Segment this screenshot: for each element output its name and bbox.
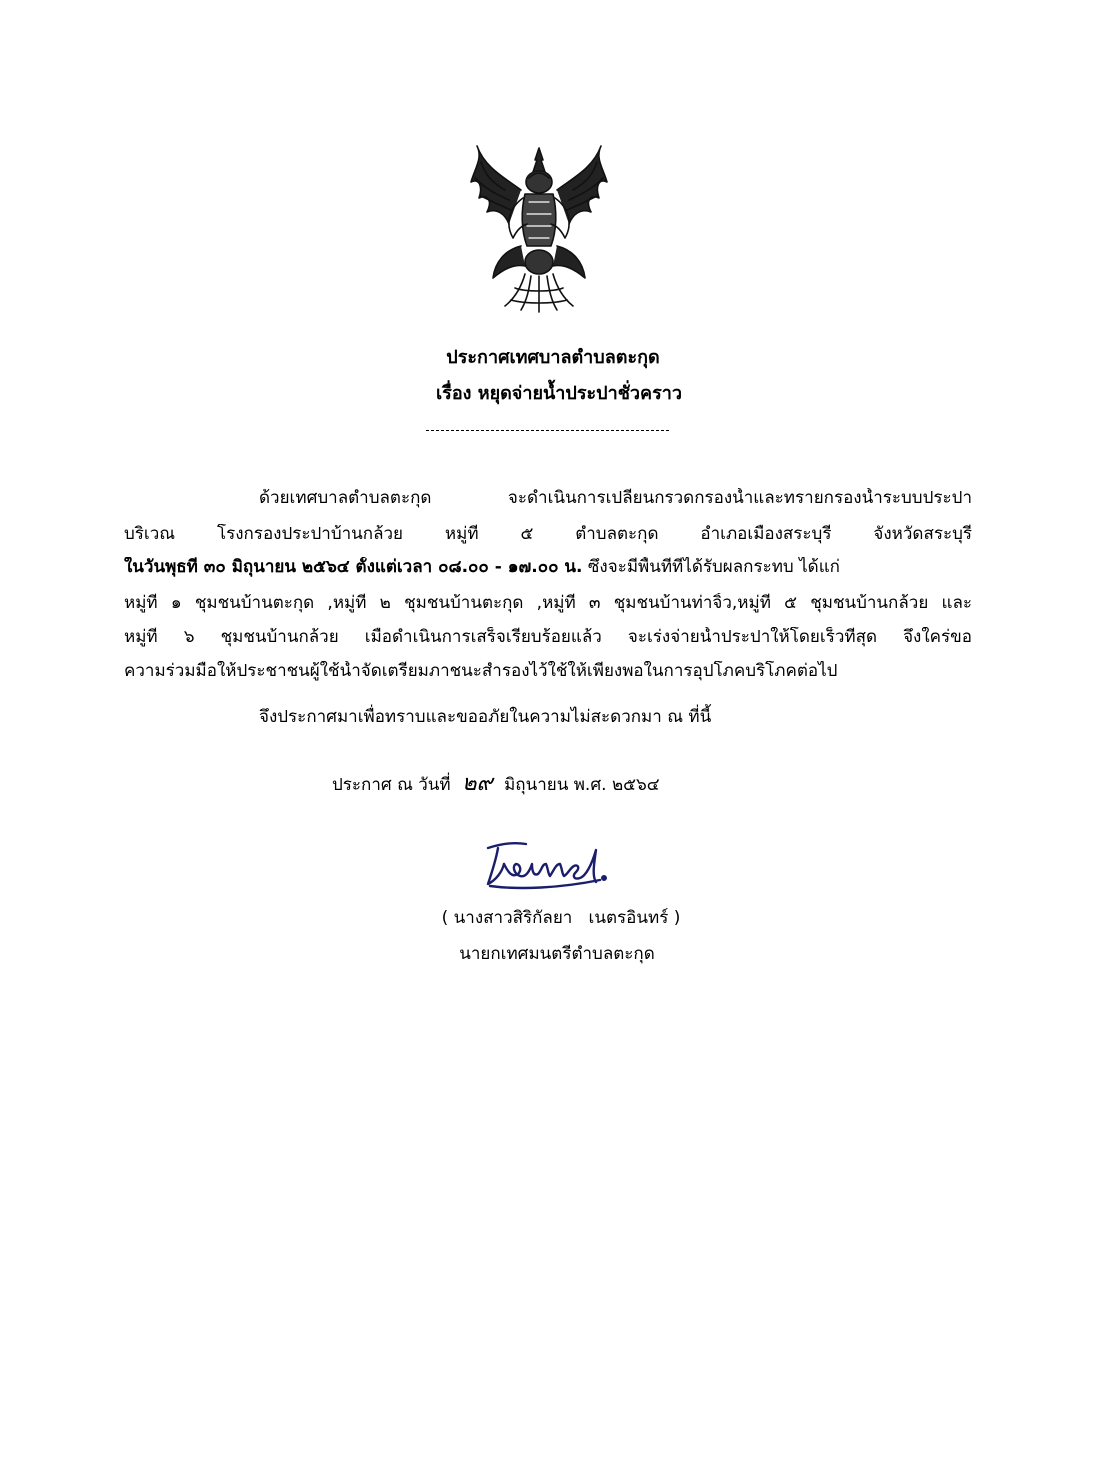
date-suffix: มิถุนายน พ.ศ. ๒๕๖๔ — [504, 775, 660, 795]
date-time-highlight: ในวันพุธที่ ๓๐ มิถุนายน ๒๕๖๔ ตั้งแต่เวลา ๐๘.๐๐ - ๑๗.๐๐ น. — [124, 557, 583, 577]
body-line-3-rest: ซึ่งจะมีพื้นที่ที่ได้รับผลกระทบ ได้แก่ — [582, 557, 840, 577]
signer-name: ( นางสาวสิริกัลยา เนตรอินทร์ ) — [441, 908, 681, 928]
handwritten-signature-icon — [470, 820, 620, 900]
date-day-handwritten: ๒๙ — [462, 771, 493, 796]
heading-divider — [426, 430, 669, 431]
announcement-title: ประกาศเทศบาลตำบลตะกุด — [446, 347, 660, 368]
body-line-2: บริเวณ โรงกรองประปาบ้านกล้วย หมู่ที่ ๕ ตำบลตะกุด อำเภอเมืองสระบุรี จังหวัดสระบุรี — [124, 524, 972, 544]
body-line-1: ด้วยเทศบาลตำบลตะกุด จะดำเนินการเปลี่ยนกรวดกรองน้ำและทรายกรองน้ำระบบประปา — [259, 488, 972, 508]
body-line-4: หมู่ที่ ๑ ชุมชนบ้านตะกุด ,หมู่ที่ ๒ ชุมชนบ้านตะกุด ,หมู่ที่ ๓ ชุมชนบ้านท่าจิ้ว,หมู่ที่ ๕ ชุมชนบ้านกล้วย และ — [124, 593, 972, 613]
signer-position: นายกเทศมนตรีตำบลตะกุด — [459, 944, 655, 964]
closing-sentence: จึงประกาศมาเพื่อทราบและขออภัยในความไม่สะดวกมา ณ ที่นี้ — [259, 707, 712, 727]
garuda-emblem-icon — [465, 138, 613, 314]
date-prefix: ประกาศ ณ วันที่ — [332, 775, 451, 795]
body-line-5: หมู่ที่ ๖ ชุมชนบ้านกล้วย เมื่อดำเนินการเสร็จเรียบร้อยแล้ว จะเร่งจ่ายน้ำประปาให้โดยเร็วที่สุด จึงใคร่ขอ — [124, 627, 972, 647]
announcement-date — [332, 773, 660, 796]
body-line-3 — [124, 557, 972, 577]
announcement-subject: เรื่อง หยุดจ่ายน้ำประปาชั่วคราว — [436, 383, 682, 404]
body-line-6: ความร่วมมือให้ประชาชนผู้ใช้น้ำจัดเตรียมภาชนะสำรองไว้ใช้ให้เพียงพอในการอุปโภคบริโภคต่อไป — [124, 661, 838, 681]
